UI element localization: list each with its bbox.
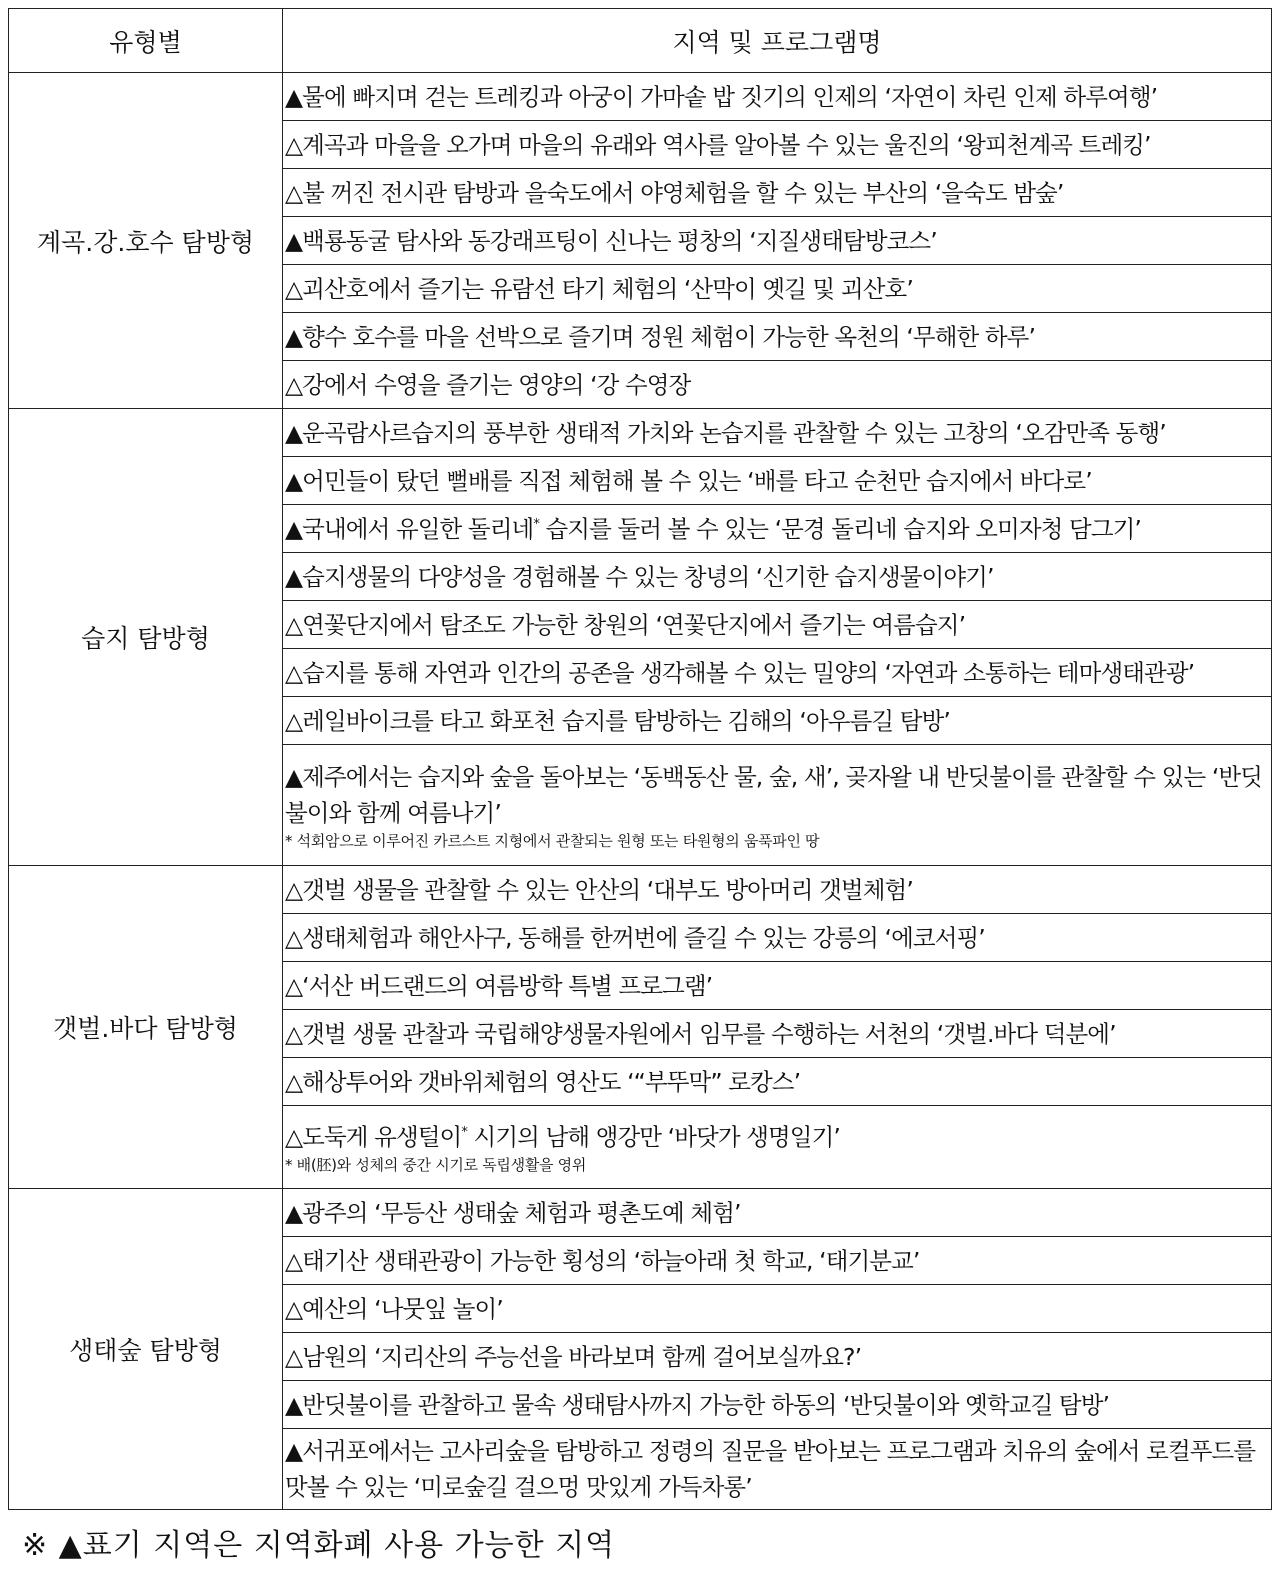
program-cell [283, 553, 1272, 601]
program-cell [283, 1010, 1272, 1058]
program-text: △레일바이크를 타고 화포천 습지를 탐방하는 김해의 ‘아우름길 탐방’ [285, 706, 950, 735]
program-cell [283, 1429, 1272, 1510]
program-text: △갯벌 생물을 관찰할 수 있는 안산의 ‘대부도 방아머리 갯벌체험’ [285, 875, 913, 904]
footnote-mark: * [533, 516, 539, 532]
row-note: * 석회암으로 이루어진 카르스트 지형에서 관찰되는 원형 또는 타원형의 움푹파인 땅 [285, 832, 820, 850]
table-row [9, 866, 1272, 914]
program-text: △해상투어와 갯바위체험의 영산도 ‘“부뚜막” 로캉스’ [285, 1067, 801, 1096]
program-cell [283, 1189, 1272, 1237]
program-cell [283, 361, 1272, 409]
program-text: △‘서산 버드랜드의 여름방학 특별 프로그램’ [285, 971, 713, 1000]
program-text: ▲운곡람사르습지의 풍부한 생태적 가치와 논습지를 관찰할 수 있는 고창의 ‘오감만족 동행’ [285, 418, 1166, 447]
row-note: * 배(胚)와 성체의 중간 시기로 독립생활을 영위 [285, 1156, 587, 1174]
program-cell [283, 265, 1272, 313]
program-text: △연꽃단지에서 탐조도 가능한 창원의 ‘연꽃단지에서 즐기는 여름습지’ [285, 610, 966, 639]
category-cell: 계곡.강.호수 탐방형 [9, 73, 283, 409]
program-text: △습지를 통해 자연과 인간의 공존을 생각해볼 수 있는 밀양의 ‘자연과 소통하는 테마생태관광’ [285, 658, 1195, 687]
program-text: △갯벌 생물 관찰과 국립해양생물자원에서 임무를 수행하는 서천의 ‘갯벌.바다 덕분에’ [285, 1019, 1116, 1048]
program-cell [283, 457, 1272, 505]
program-cell [283, 409, 1272, 457]
program-cell [283, 745, 1272, 866]
table-row [9, 1189, 1272, 1237]
program-cell [283, 313, 1272, 361]
program-text: ▲반딧불이를 관찰하고 물속 생태탐사까지 가능한 하동의 ‘반딧불이와 옛학교길 탐방’ [285, 1390, 1110, 1419]
program-text: ▲백룡동굴 탐사와 동강래프팅이 신나는 평창의 ‘지질생태탐방코스’ [285, 226, 937, 255]
program-text-continued: 습지를 둘러 볼 수 있는 ‘문경 돌리네 습지와 오미자청 담그기’ [538, 514, 1142, 543]
program-text: ▲제주에서는 습지와 숲을 돌아보는 ‘동백동산 물, 숲, 새’, 곶자왈 내 반딧불이를 관찰할 수 있는 ‘반딧불이와 함께 여름나기’ [285, 763, 1263, 827]
program-text-continued: 시기의 남해 앵강만 ‘바닷가 생명일기’ [466, 1123, 840, 1151]
program-cell [283, 1237, 1272, 1285]
program-text: △생태체험과 해안사구, 동해를 한꺼번에 즐길 수 있는 강릉의 ‘에코서핑’ [285, 923, 985, 952]
program-cell [283, 601, 1272, 649]
program-text: ▲국내에서 유일한 돌리네 [285, 514, 534, 543]
program-text: △남원의 ‘지리산의 주능선을 바라보며 함께 걸어보실까요?’ [285, 1342, 862, 1371]
header-programs: 지역 및 프로그램명 [283, 9, 1272, 73]
program-cell [283, 1058, 1272, 1106]
program-text: ▲광주의 ‘무등산 생태숲 체험과 평촌도예 체험’ [285, 1198, 741, 1227]
program-text: ▲서귀포에서는 고사리숲을 탐방하고 정령의 질문을 받아보는 프로그램과 치유의 숲에서 로컬푸드를 맛볼 수 있는 ‘미로숲길 걸으멍 맛있게 가득차롱’ [285, 1437, 1256, 1501]
program-text: △계곡과 마을을 오가며 마을의 유래와 역사를 알아볼 수 있는 울진의 ‘왕피천계곡 트레킹’ [285, 130, 1151, 159]
program-table [8, 8, 1272, 1510]
header-category: 유형별 [9, 9, 283, 73]
program-cell [283, 1381, 1272, 1429]
program-cell [283, 697, 1272, 745]
program-text: △괴산호에서 즐기는 유람선 타기 체험의 ‘산막이 옛길 및 괴산호’ [285, 274, 913, 303]
table-header-row [9, 9, 1272, 73]
program-cell [283, 169, 1272, 217]
footnote: ※ ▲표기 지역은 지역화폐 사용 가능한 지역 [22, 1528, 616, 1563]
table-body [9, 73, 1272, 1510]
program-text: ▲향수 호수를 마을 선박으로 즐기며 정원 체험이 가능한 옥천의 ‘무해한 하루’ [285, 322, 1036, 351]
program-cell [283, 505, 1272, 553]
table-row [9, 73, 1272, 121]
program-cell [283, 962, 1272, 1010]
program-cell [283, 1333, 1272, 1381]
program-cell [283, 1106, 1272, 1189]
program-cell [283, 217, 1272, 265]
program-cell [283, 866, 1272, 914]
program-text: △예산의 ‘나뭇잎 놀이’ [285, 1294, 503, 1323]
program-text: ▲물에 빠지며 걷는 트레킹과 아궁이 가마솥 밥 짓기의 인제의 ‘자연이 차린 인제 하루여행’ [285, 82, 1158, 111]
program-cell [283, 1285, 1272, 1333]
category-cell: 갯벌.바다 탐방형 [9, 866, 283, 1189]
program-text: △강에서 수영을 즐기는 영양의 ‘강 수영장 [285, 370, 691, 399]
table-row [9, 409, 1272, 457]
category-cell: 생태숲 탐방형 [9, 1189, 283, 1510]
category-cell: 습지 탐방형 [9, 409, 283, 866]
program-cell [283, 73, 1272, 121]
program-cell [283, 649, 1272, 697]
program-text: ▲어민들이 탔던 뻘배를 직접 체험해 볼 수 있는 ‘배를 타고 순천만 습지에서 바다로’ [285, 466, 1092, 495]
program-text: △불 꺼진 전시관 탐방과 을숙도에서 야영체험을 할 수 있는 부산의 ‘을숙도 밤숲’ [285, 178, 1064, 207]
program-cell [283, 121, 1272, 169]
program-text: △태기산 생태관광이 가능한 횡성의 ‘하늘아래 첫 학교, ‘태기분교’ [285, 1246, 920, 1275]
program-text: ▲습지생물의 다양성을 경험해볼 수 있는 창녕의 ‘신기한 습지생물이야기’ [285, 562, 994, 591]
program-cell [283, 914, 1272, 962]
program-text: △도둑게 유생털이 [285, 1123, 462, 1151]
footnote-mark: * [461, 1125, 467, 1141]
